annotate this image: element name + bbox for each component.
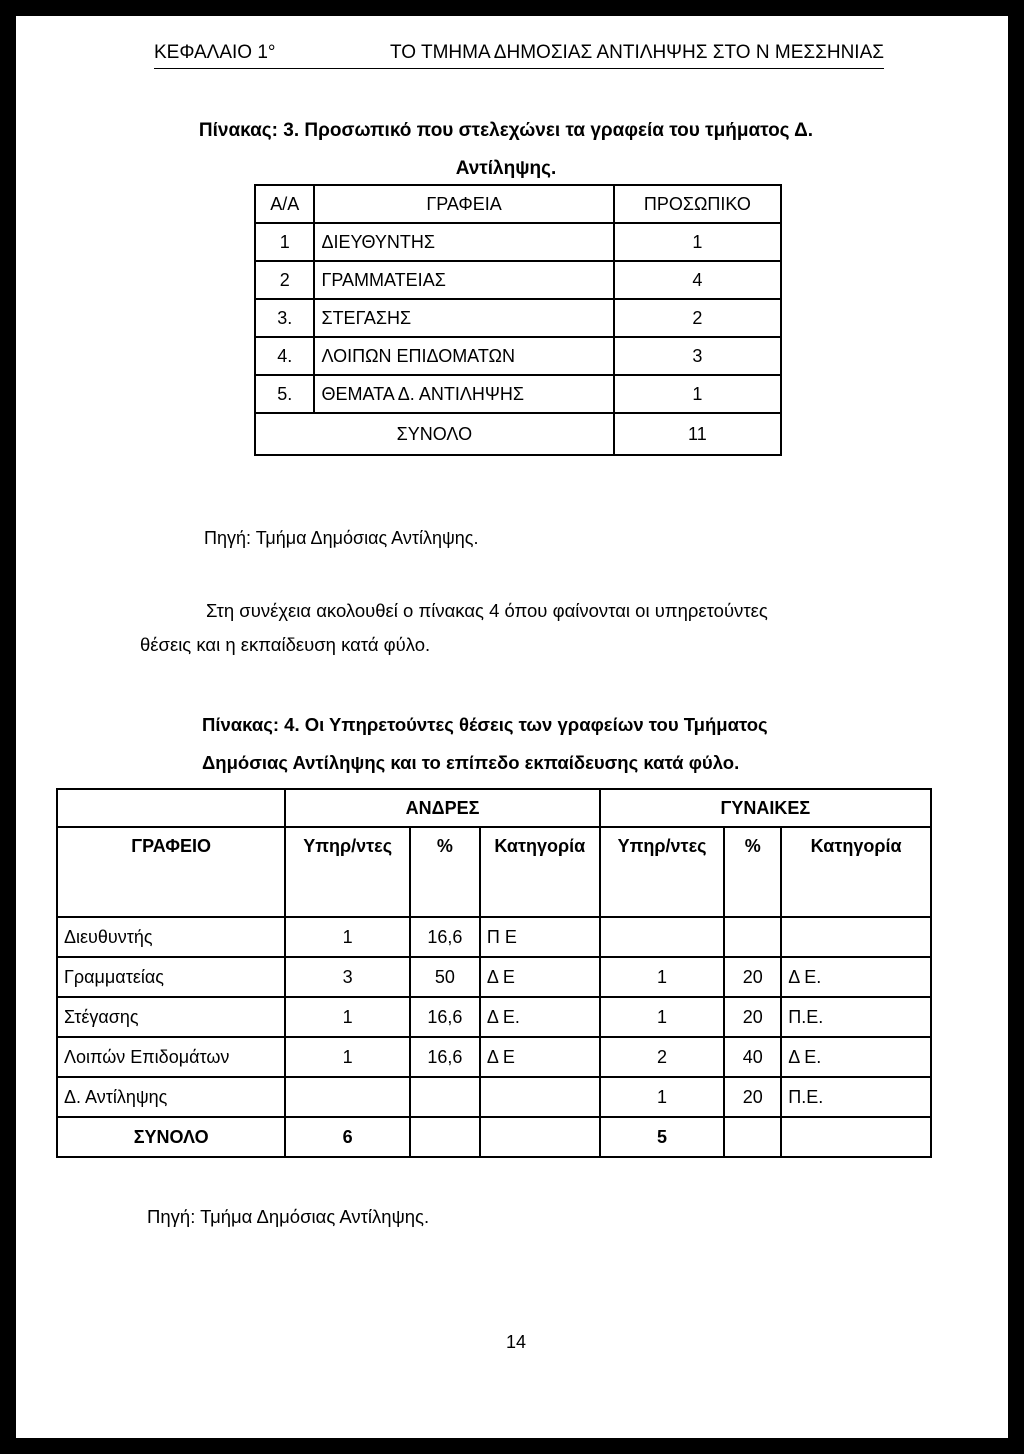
- women-serving-cell: 1: [600, 997, 725, 1037]
- table-row: [57, 1077, 931, 1117]
- men-serving-cell: 1: [285, 1037, 410, 1077]
- empty-cell: [480, 1117, 600, 1157]
- table-row: [57, 997, 931, 1037]
- men-serving-cell: 1: [285, 917, 410, 957]
- header-staff: ΠΡΟΣΩΠΙΚΟ: [614, 185, 781, 223]
- women-pct-cell: 20: [724, 957, 781, 997]
- men-category-cell: Δ Ε: [480, 1037, 600, 1077]
- row-office: ΓΡΑΜΜΑΤΕΙΑΣ: [314, 261, 613, 299]
- men-category-cell: [480, 1077, 600, 1117]
- office-cell: Γραμματείας: [57, 957, 285, 997]
- women-serving-cell: [600, 917, 725, 957]
- table4-group-header-row: [57, 789, 931, 827]
- women-group-header: ΓΥΝΑΙΚΕΣ: [600, 789, 931, 827]
- men-pct-cell: 50: [410, 957, 480, 997]
- women-category-cell: Π.Ε.: [781, 1077, 931, 1117]
- table-row: [255, 299, 781, 337]
- women-serving-header: Υπηρ/ντες: [600, 827, 725, 917]
- table-row: [255, 261, 781, 299]
- table3-total-row: [255, 413, 781, 455]
- women-category-header: Κατηγορία: [781, 827, 931, 917]
- empty-corner-cell: [57, 789, 285, 827]
- table-row: [57, 917, 931, 957]
- table4-caption-line2: Δημόσιας Αντίληψης και το επίπεδο εκπαίδευσης κατά φύλο.: [202, 752, 740, 773]
- row-office: ΛΟΙΠΩΝ ΕΠΙΔΟΜΑΤΩΝ: [314, 337, 613, 375]
- row-aa: 1: [255, 223, 314, 261]
- row-office: ΘΕΜΑΤΑ Δ. ΑΝΤΙΛΗΨΗΣ: [314, 375, 613, 413]
- office-cell: Δ. Αντίληψης: [57, 1077, 285, 1117]
- paragraph-line1: Στη συνέχεια ακολουθεί ο πίνακας 4 όπου φαίνονται οι υπηρετούντες: [206, 600, 768, 621]
- women-pct-cell: [724, 917, 781, 957]
- total-value: 11: [614, 413, 781, 455]
- total-men: 6: [285, 1117, 410, 1157]
- women-pct-cell: 20: [724, 1077, 781, 1117]
- document-page: [16, 16, 1008, 1438]
- women-serving-cell: 1: [600, 1077, 725, 1117]
- men-category-cell: Π Ε: [480, 917, 600, 957]
- total-women: 5: [600, 1117, 725, 1157]
- men-category-header: Κατηγορία: [480, 827, 600, 917]
- women-pct-cell: 40: [724, 1037, 781, 1077]
- paragraph-line2: θέσεις και η εκπαίδευση κατά φύλο.: [140, 634, 431, 655]
- chapter-label: ΚΕΦΑΛΑΙΟ 1°: [154, 42, 276, 63]
- empty-cell: [781, 1117, 931, 1157]
- header-aa: Α/Α: [255, 185, 314, 223]
- women-category-cell: [781, 917, 931, 957]
- row-aa: 5.: [255, 375, 314, 413]
- header-title: ΤΟ ΤΜΗΜΑ ΔΗΜΟΣΙΑΣ ΑΝΤΙΛΗΨΗΣ ΣΤΟ Ν ΜΕΣΣΗΝΙΑΣ: [389, 42, 884, 63]
- row-staff: 2: [614, 299, 781, 337]
- men-pct-cell: 16,6: [410, 1037, 480, 1077]
- office-cell: Στέγασης: [57, 997, 285, 1037]
- office-cell: Λοιπών Επιδομάτων: [57, 1037, 285, 1077]
- table4-total-row: [57, 1117, 931, 1157]
- table-row: [255, 337, 781, 375]
- women-pct-header: %: [724, 827, 781, 917]
- table4-source: Πηγή: Τμήμα Δημόσιας Αντίληψης.: [147, 1206, 430, 1227]
- women-category-cell: Δ Ε.: [781, 1037, 931, 1077]
- women-category-cell: Δ Ε.: [781, 957, 931, 997]
- table-row: [255, 375, 781, 413]
- table-row: [57, 1037, 931, 1077]
- row-aa: 3.: [255, 299, 314, 337]
- total-label: ΣΥΝΟΛΟ: [255, 413, 614, 455]
- empty-cell: [410, 1117, 480, 1157]
- men-pct-cell: 16,6: [410, 917, 480, 957]
- empty-cell: [724, 1117, 781, 1157]
- total-label: ΣΥΝΟΛΟ: [57, 1117, 285, 1157]
- table3-caption-line2: Αντίληψης.: [455, 158, 557, 179]
- office-cell: Διευθυντής: [57, 917, 285, 957]
- row-staff: 3: [614, 337, 781, 375]
- table3-source: Πηγή: Τμήμα Δημόσιας Αντίληψης.: [204, 528, 479, 548]
- table3-caption-line1: Πίνακας: 3. Προσωπικό που στελεχώνει τα γραφεία του τμήματος Δ.: [198, 120, 814, 141]
- women-serving-cell: 1: [600, 957, 725, 997]
- men-serving-cell: 1: [285, 997, 410, 1037]
- men-group-header: ΑΝΔΡΕΣ: [285, 789, 599, 827]
- gender-education-table: [56, 788, 932, 1158]
- row-staff: 1: [614, 223, 781, 261]
- header-offices: ΓΡΑΦΕΙΑ: [314, 185, 613, 223]
- staff-table: [254, 184, 782, 456]
- men-serving-cell: [285, 1077, 410, 1117]
- table4-caption: [202, 706, 902, 782]
- table3-caption: [146, 112, 866, 188]
- table3-header-row: [255, 185, 781, 223]
- table-row: [57, 957, 931, 997]
- table4-caption-line1: Πίνακας: 4. Οι Υπηρετούντες θέσεις των γραφείων του Τμήματος: [202, 714, 768, 735]
- row-aa: 2: [255, 261, 314, 299]
- table-row: [255, 223, 781, 261]
- women-category-cell: Π.Ε.: [781, 997, 931, 1037]
- page-header: [154, 42, 884, 69]
- page-number: 14: [506, 1332, 527, 1352]
- row-staff: 1: [614, 375, 781, 413]
- row-staff: 4: [614, 261, 781, 299]
- men-pct-cell: 16,6: [410, 997, 480, 1037]
- men-category-cell: Δ Ε.: [480, 997, 600, 1037]
- office-column-header: ΓΡΑΦΕΙΟ: [57, 827, 285, 917]
- table4-column-header-row: [57, 827, 931, 917]
- men-serving-header: Υπηρ/ντες: [285, 827, 410, 917]
- men-pct-header: %: [410, 827, 480, 917]
- women-serving-cell: 2: [600, 1037, 725, 1077]
- row-office: ΣΤΕΓΑΣΗΣ: [314, 299, 613, 337]
- men-serving-cell: 3: [285, 957, 410, 997]
- row-aa: 4.: [255, 337, 314, 375]
- men-category-cell: Δ Ε: [480, 957, 600, 997]
- body-paragraph: [140, 594, 920, 662]
- men-pct-cell: [410, 1077, 480, 1117]
- row-office: ΔΙΕΥΘΥΝΤΗΣ: [314, 223, 613, 261]
- women-pct-cell: 20: [724, 997, 781, 1037]
